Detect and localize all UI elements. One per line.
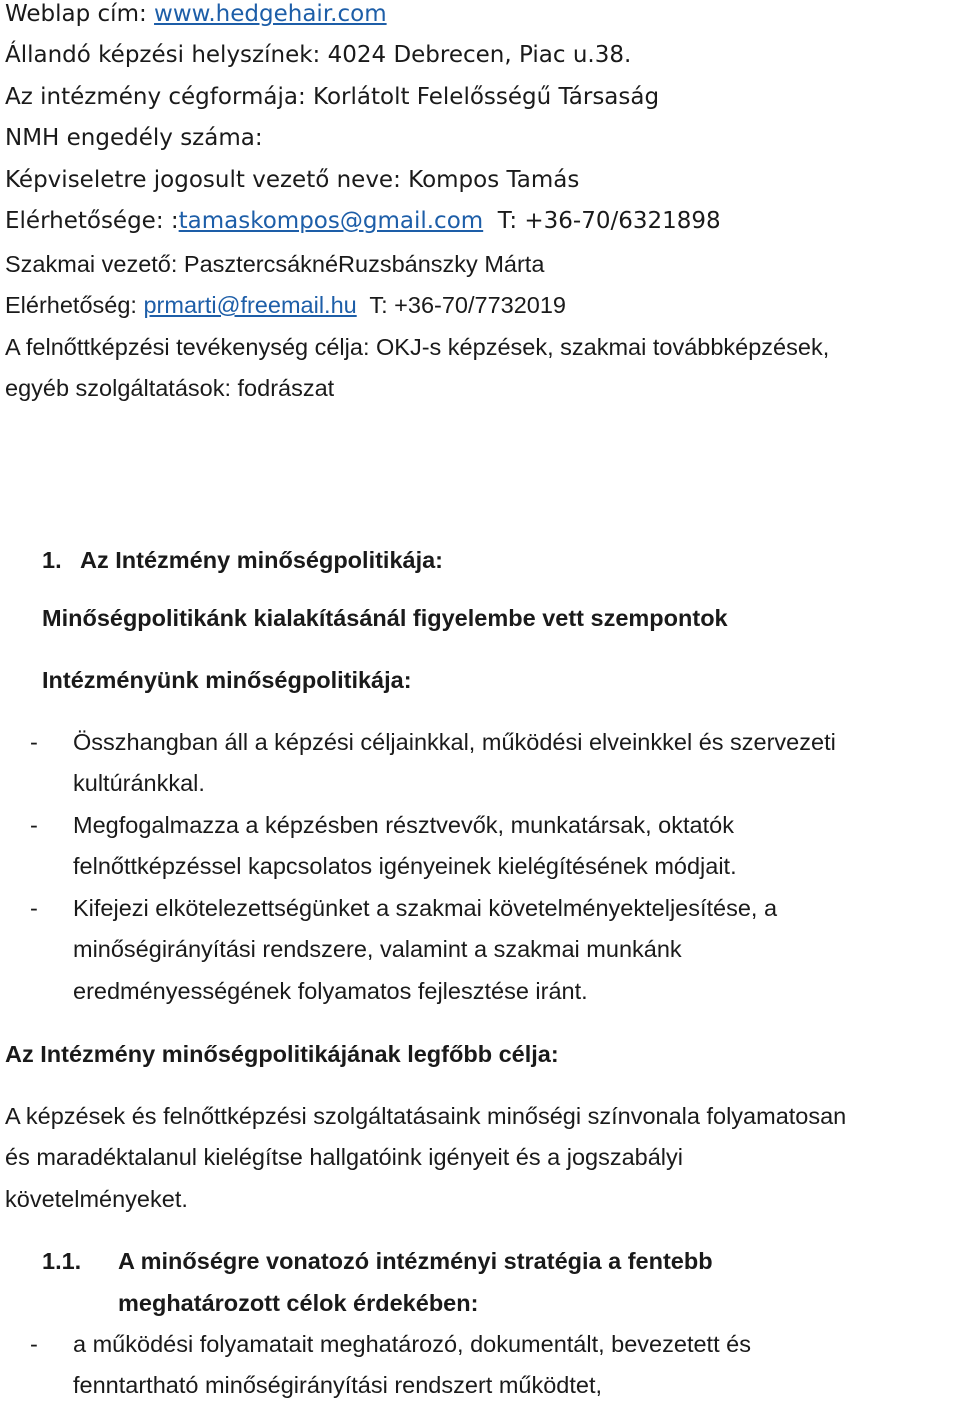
- company-form: Az intézmény cégformája: Korlátolt Felelősségű Társaság: [5, 84, 660, 110]
- website-link[interactable]: www.hedgehair.com: [154, 1, 387, 27]
- section-1-number: 1.: [42, 547, 62, 573]
- main-goal-line2: és maradéktalanul kielégítse hallgatóink igényeit és a jogszabályi: [5, 1144, 683, 1170]
- section-1-1-title-line1: A minőségre vonatozó intézményi stratégia a fentebb: [118, 1248, 713, 1274]
- bullet-text-line: a működési folyamatait meghatározó, dokumentált, bevezetett és: [73, 1331, 751, 1357]
- representative-contact: [5, 201, 721, 243]
- main-goal-line3: követelményeket.: [5, 1186, 188, 1212]
- training-location: Állandó képzési helyszínek: 4024 Debrecen, Piac u.38.: [5, 42, 632, 68]
- website-line: [5, 0, 387, 36]
- representative-phone: T: +36-70/6321898: [483, 208, 721, 234]
- representative-email-link[interactable]: tamaskompos@gmail.com: [178, 208, 484, 234]
- bullet-text-line: eredményességének folyamatos fejlesztése iránt.: [73, 978, 588, 1004]
- bullet-dash: -: [30, 812, 38, 838]
- manager-phone: T: +36-70/7732019: [356, 292, 567, 318]
- professional-manager: Szakmai vezető: PasztercsáknéRuzsbánszky Márta: [5, 251, 545, 277]
- section-1-heading: [42, 540, 444, 581]
- bullet-text-line: Megfogalmazza a képzésben résztvevők, munkatársak, oktatók: [73, 812, 734, 838]
- manager-contact-label: Elérhetőség:: [5, 292, 144, 318]
- bullet-text-line: Összhangban áll a képzési céljainkkal, működési elveinkkel és szervezeti: [73, 729, 836, 755]
- bullet-dash: -: [30, 895, 38, 921]
- bullet-text-line: felnőttképzéssel kapcsolatos igényeinek kielégítésének módjait.: [73, 853, 737, 879]
- bullet-text-line: kultúránkkal.: [73, 770, 205, 796]
- representative-name: Képviseletre jogosult vezető neve: Kompos Tamás: [5, 167, 580, 193]
- bullet-dash: -: [30, 729, 38, 755]
- activity-goal-line1: A felnőttképzési tevékenység célja: OKJ-s képzések, szakmai továbbképzések,: [5, 334, 830, 360]
- institution-policy-heading: Intézményünk minőségpolitikája:: [42, 667, 412, 693]
- bullet-text-line: fenntartható minőségirányítási rendszert működtet,: [73, 1372, 603, 1398]
- website-label: Weblap cím:: [5, 1, 155, 27]
- section-1-title: Az Intézmény minőségpolitikája:: [80, 547, 444, 573]
- bullet-dash: -: [30, 1331, 38, 1357]
- nmh-license: NMH engedély száma:: [5, 125, 263, 151]
- manager-email-link[interactable]: prmarti@freemail.hu: [143, 292, 357, 318]
- policy-considerations-heading: Minőségpolitikánk kialakításánál figyelembe vett szempontok: [42, 605, 728, 631]
- bullet-text-line: Kifejezi elkötelezettségünket a szakmai követelményekteljesítése, a: [73, 895, 778, 921]
- bullet-text-line: minőségirányítási rendszere, valamint a szakmai munkánk: [73, 936, 682, 962]
- main-goal-heading: Az Intézmény minőségpolitikájának legfőbb célja:: [5, 1041, 559, 1067]
- section-1-1-number: 1.1.: [42, 1248, 82, 1274]
- main-goal-line1: A képzések és felnőttképzési szolgáltatásaink minőségi színvonala folyamatosan: [5, 1103, 847, 1129]
- contact-label: Elérhetősége: :: [5, 208, 179, 234]
- manager-contact: [5, 285, 566, 326]
- section-1-1-title-line2: meghatározott célok érdekében:: [118, 1290, 479, 1316]
- activity-goal-line2: egyéb szolgáltatások: fodrászat: [5, 375, 335, 401]
